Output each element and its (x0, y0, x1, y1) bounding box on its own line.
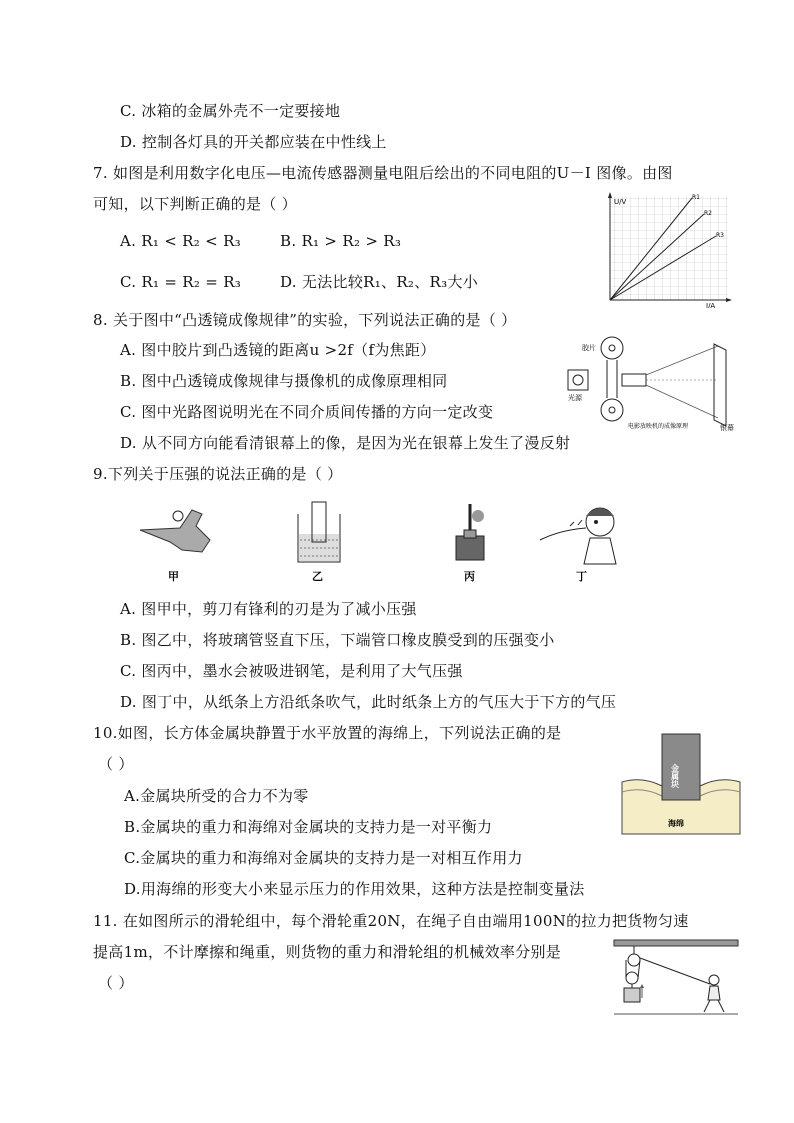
q9-option-a: A. 图甲中，剪刀有锋利的刃是为了减小压强 (120, 600, 417, 618)
q9-label-yi: 乙 (312, 570, 323, 583)
q8-light-label: 光源 (568, 394, 582, 402)
q9-figure-jia (140, 510, 210, 583)
q10-stem-line1: 10.如图，长方体金属块静置于水平放置的海绵上，下列说法正确的是 (93, 724, 562, 742)
q10-block-sponge-figure (620, 730, 742, 836)
q10-option-a: A.金属块所受的合力不为零 (124, 787, 309, 805)
q8-option-c: C. 图中光路图说明光在不同介质间传播的方向一定改变 (120, 403, 494, 421)
q9-label-bing: 丙 (464, 570, 475, 583)
q6-option-c: C. 冰箱的金属外壳不一定要接地 (120, 102, 341, 120)
q9-figure-yi (298, 502, 340, 583)
q11-stem-line1: 11. 在如图所示的滑轮组中，每个滑轮重20N，在绳子自由端用100N的拉力把货物匀速 (93, 912, 689, 930)
q7-y-axis-label: U/V (614, 198, 627, 206)
q8-film-label: 胶片 (582, 344, 596, 352)
q8-stem: 8. 关于图中“凸透镜成像规律”的实验，下列说法正确的是（ ） (93, 311, 517, 329)
q9-figures (130, 500, 750, 590)
q8-option-d: D. 从不同方向能看清银幕上的像，是因为光在银幕上发生了漫反射 (120, 434, 571, 452)
q10-option-d: D.用海绵的形变大小来显示压力的作用效果，这种方法是控制变量法 (124, 880, 585, 898)
q7-stem-line1: 7. 如图是利用数字化电压—电流传感器测量电阻后绘出的不同电阻的U－I 图像。由图 (93, 164, 673, 182)
q6-option-d: D. 控制各灯具的开关都应装在中性线上 (120, 133, 387, 151)
q11-pulley-figure (612, 938, 740, 1018)
q7-option-a: A. R₁ < R₂ < R₃ (120, 232, 241, 250)
q9-figure-ding (540, 508, 616, 583)
q7-option-d: D. 无法比较R₁、R₂、R₃大小 (280, 273, 479, 291)
q7-label-r1: R1 (692, 194, 700, 201)
q7-option-c: C. R₁ = R₂ = R₃ (120, 273, 242, 291)
q9-option-d: D. 图丁中，从纸条上方沿纸条吹气，此时纸条上方的气压大于下方的气压 (120, 693, 617, 711)
q8-option-a: A. 图中胶片到凸透镜的距离u >2f（f为焦距） (120, 341, 436, 359)
q10-stem-line2: （ ） (98, 755, 134, 773)
q7-ui-graph-figure (598, 190, 734, 308)
q9-stem: 9.下列关于压强的说法正确的是（ ） (93, 465, 343, 483)
q11-stem-line3: （ ） (98, 974, 134, 992)
q9-option-c: C. 图丙中，墨水会被吸进钢笔，是利用了大气压强 (120, 662, 463, 680)
q8-screen-label: 银幕 (720, 424, 734, 432)
q7-x-axis-label: I/A (706, 302, 716, 308)
q10-option-c: C.金属块的重力和海绵对金属块的支持力是一对相互作用力 (124, 849, 523, 867)
q10-block-label: 金属块 (670, 764, 680, 788)
q8-caption: 电影放映机的成像原理 (628, 423, 689, 430)
q8-option-b: B. 图中凸透镜成像规律与摄像机的成像原理相同 (120, 372, 448, 390)
q10-option-b: B.金属块的重力和海绵对金属块的支持力是一对平衡力 (124, 818, 493, 836)
q9-label-ding: 丁 (576, 570, 587, 583)
q11-stem-line2: 提高1m，不计摩擦和绳重，则货物的重力和滑轮组的机械效率分别是 (93, 943, 562, 961)
q7-option-b: B. R₁ > R₂ > R₃ (280, 232, 402, 250)
q7-label-r3: R3 (716, 232, 724, 239)
q9-option-b: B. 图乙中，将玻璃管竖直下压，下端管口橡皮膜受到的压强变小 (120, 631, 555, 649)
q7-label-r2: R2 (704, 210, 712, 217)
q8-projector-figure (560, 330, 742, 434)
q9-label-jia: 甲 (168, 570, 179, 583)
q9-figure-bing (456, 504, 484, 583)
q10-sponge-label: 海绵 (668, 819, 684, 828)
q7-stem-line2: 可知，以下判断正确的是（ ） (93, 195, 297, 213)
